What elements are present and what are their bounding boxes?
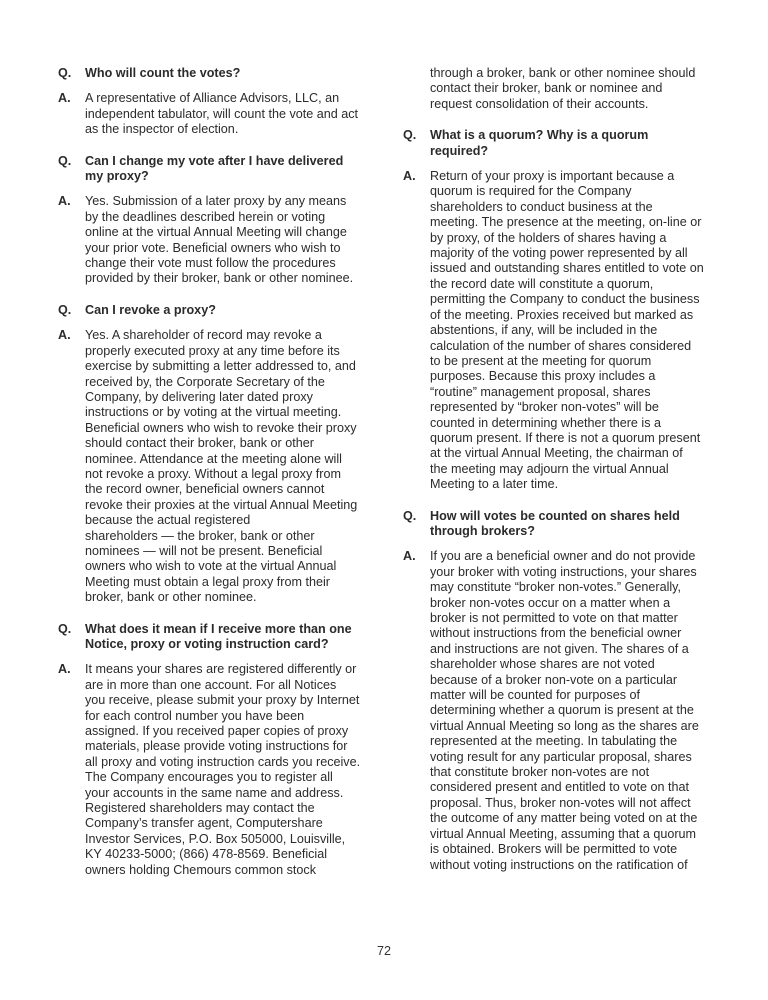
answer bbox=[58, 91, 378, 137]
question-text-line: Notice, proxy or voting instruction card? bbox=[85, 637, 329, 651]
answer bbox=[403, 549, 723, 873]
answer-text-line: calculation of the number of shares considered bbox=[430, 338, 692, 353]
answer-text-line: shareholders to conduct business at the bbox=[430, 199, 653, 214]
answer-text-line: provided by their broker, bank or other nominee. bbox=[85, 271, 354, 286]
question-marker: Q. bbox=[58, 66, 72, 80]
answer-text-line: meeting. The presence at the meeting, on-line or bbox=[430, 215, 702, 230]
answer-text-line: virtual Annual Meeting, assuming that a quorum bbox=[430, 826, 697, 841]
answer-text-line: broker is not permitted to vote on that matter bbox=[430, 611, 678, 625]
answer-text-line: owners who wish to vote at the virtual Annual bbox=[85, 559, 337, 574]
answer-text-line: represented by “broker non-votes” will be bbox=[430, 400, 659, 415]
question bbox=[58, 66, 378, 81]
answer-text-line: It means your shares are registered differently or bbox=[85, 662, 357, 677]
question-marker: Q. bbox=[403, 128, 417, 143]
answer-text-line: If you are a beneficial owner and do not provide bbox=[430, 549, 696, 564]
answer-text-line: abstentions, if any, will be included in the bbox=[430, 323, 658, 338]
left-column bbox=[58, 66, 378, 894]
answer-text-line: not revoke a proxy. Without a legal proxy from bbox=[85, 466, 341, 481]
question-text-line: Can I change my vote after I have delivered bbox=[85, 153, 344, 168]
answer-text-line: voting result for any particular proposal, shares bbox=[430, 749, 692, 764]
answer bbox=[58, 194, 378, 286]
answer-text-line: at the virtual Annual Meeting, the chairman of bbox=[430, 446, 683, 461]
question-text-line: required? bbox=[430, 143, 489, 158]
answer-text-line: Investor Services, P.O. Box 505000, Louisville, bbox=[85, 831, 346, 846]
answer-text-line: without voting instructions on the ratification of bbox=[430, 857, 688, 872]
answer-text-line: request consolidation of their accounts. bbox=[430, 96, 649, 111]
answer-text-line: the meeting may adjourn the virtual Annual bbox=[430, 461, 669, 476]
answer-text-line: is obtained. Brokers will be permitted to vote bbox=[430, 842, 678, 857]
question bbox=[58, 303, 378, 318]
answer-text-line: your broker with voting instructions, your shares bbox=[430, 564, 697, 579]
answer-text-line: counted in determining whether there is a bbox=[430, 415, 662, 430]
answer-text-line: A representative of Alliance Advisors, LLC, an bbox=[85, 91, 340, 106]
answer-text-line: of the meeting. Proxies received but marked as bbox=[430, 307, 694, 322]
answer-text-line: because the actual registered bbox=[85, 513, 251, 528]
answer-text-line: may constitute “broker non-votes.” Generally, bbox=[430, 580, 682, 595]
answer-text-line: Yes. A shareholder of record may revoke a bbox=[85, 328, 322, 343]
answer-text-line: Company, by delivering later dated proxy bbox=[85, 389, 313, 404]
answer-text-line: shareholders — the broker, bank or other bbox=[85, 528, 315, 543]
answer-text-line: properly executed proxy at any time before its bbox=[85, 343, 340, 358]
answer-text-line: materials, please provide voting instructions for bbox=[85, 739, 348, 754]
answer bbox=[58, 662, 378, 878]
answer-text-line: contact their broker, bank or nominee and bbox=[430, 81, 663, 96]
answer-text-line: Beneficial owners who wish to revoke their proxy bbox=[85, 420, 357, 435]
answer-text-line: majority of the voting power represented by all bbox=[430, 246, 688, 261]
question-marker: Q. bbox=[403, 508, 417, 523]
answer-text-line: determining whether a quorum is present at the bbox=[430, 703, 694, 718]
question bbox=[58, 154, 378, 185]
question-marker: Q. bbox=[58, 621, 72, 636]
question-text-line: my proxy? bbox=[85, 169, 149, 184]
answer-text-line: instructions or by voting at the virtual meeting. bbox=[85, 405, 342, 420]
answer-text-line: by proxy, of the holders of shares having a bbox=[430, 230, 667, 245]
answer-text-line: The Company encourages you to register all bbox=[85, 770, 333, 785]
question bbox=[58, 622, 378, 653]
answer-text-line: nominee. Attendance at the meeting alone will bbox=[85, 451, 342, 466]
question-text-line: Who will count the votes? bbox=[85, 66, 241, 80]
question-marker: Q. bbox=[58, 302, 72, 317]
answer-text-line: without instructions from the beneficial owner bbox=[430, 626, 682, 641]
right-column bbox=[403, 66, 723, 889]
answer-text-line: change their vote must follow the procedures bbox=[85, 256, 336, 271]
answer-text-line: Registered shareholders may contact the bbox=[85, 801, 315, 816]
answer bbox=[58, 328, 378, 605]
question bbox=[403, 509, 723, 540]
answer-text-line: through a broker, bank or other nominee should bbox=[430, 66, 696, 80]
answer-text-line: purposes. Because this proxy includes a bbox=[430, 369, 656, 384]
answer-marker: A. bbox=[58, 194, 71, 209]
answer-text-line: the outcome of any matter being voted on at the bbox=[430, 811, 698, 826]
answer-text-line: owners holding Chemours common stock bbox=[85, 862, 316, 877]
answer-text-line: as the inspector of election. bbox=[85, 122, 239, 137]
answer-text-line: assigned. If you received paper copies of proxy bbox=[85, 724, 349, 739]
answer-text-line: all proxy and voting instruction cards you receive. bbox=[85, 754, 361, 769]
question-text-line: How will votes be counted on shares held bbox=[430, 508, 680, 523]
answer-text-line: revoke their proxies at the virtual Annual Meeting bbox=[85, 497, 358, 512]
question-text-line: What does it mean if I receive more than one bbox=[85, 621, 352, 636]
answer-text-line: considered present and entitled to vote on that bbox=[430, 780, 690, 795]
answer-text-line: your prior vote. Beneficial owners who wish to bbox=[85, 240, 341, 255]
answer-marker: A. bbox=[58, 328, 71, 343]
answer-text-line: shareholder whose shares are not voted bbox=[430, 657, 655, 672]
answer-text-line: quorum present. If there is not a quorum present bbox=[430, 430, 701, 445]
answer-text-line: Meeting must obtain a legal proxy from their bbox=[85, 574, 330, 589]
answer-text-line: exercise by submitting a letter addressed to, and bbox=[85, 359, 356, 374]
answer-marker: A. bbox=[403, 169, 416, 184]
answer-text-line: and instructions are not given. The shares of a bbox=[430, 641, 689, 656]
answer-marker: A. bbox=[58, 662, 71, 677]
answer-text-line: virtual Annual Meeting so long as the shares are bbox=[430, 718, 699, 733]
answer-marker: A. bbox=[58, 91, 71, 106]
answer-text-line: quorum is required for the Company bbox=[430, 184, 632, 199]
question-text-line: Can I revoke a proxy? bbox=[85, 302, 216, 317]
answer-text-line: received by, the Corporate Secretary of the bbox=[85, 374, 325, 389]
answer-marker: A. bbox=[403, 549, 416, 564]
answer-text-line: issued and outstanding shares entitled to vote on bbox=[430, 261, 704, 276]
answer-text-line: Meeting to a later time. bbox=[430, 477, 559, 492]
answer-text-line: Return of your proxy is important because a bbox=[430, 169, 675, 184]
answer-text-line: nominees — will not be present. Beneficial bbox=[85, 543, 323, 558]
answer-text-line: because of a broker non-vote on a particular bbox=[430, 672, 678, 687]
answer-text-line: Yes. Submission of a later proxy by any means bbox=[85, 194, 347, 209]
answer-text-line: “routine” management proposal, shares bbox=[430, 384, 651, 399]
answer-text-line: KY 40233-5000; (866) 478-8569. Beneficial bbox=[85, 847, 328, 862]
answer-text-line: by the deadlines described herein or voting bbox=[85, 209, 326, 224]
answer-text-line: independent tabulator, will count the vote and act bbox=[85, 106, 359, 121]
answer-text-line: permitting the Company to conduct the business bbox=[430, 292, 700, 307]
answer-text-line: broker non-votes occur on a matter when a bbox=[430, 595, 671, 610]
page-number: 72 bbox=[376, 944, 391, 958]
continued-answer bbox=[403, 66, 723, 112]
question-text-line: through brokers? bbox=[430, 523, 535, 538]
answer-text-line: should contact their broker, bank or other bbox=[85, 436, 314, 451]
answer-text-line: your accounts in the same name and address. bbox=[85, 785, 344, 800]
answer-text-line: are in more than one account. For all Notices bbox=[85, 677, 337, 692]
question bbox=[403, 128, 723, 159]
question-marker: Q. bbox=[58, 153, 72, 168]
answer-text-line: broker, bank or other nominee. bbox=[85, 590, 257, 605]
answer-text-line: that constitute broker non-votes are not bbox=[430, 765, 650, 780]
answer-text-line: to be present at the meeting for quorum bbox=[430, 353, 652, 368]
answer-text-line: represented at the meeting. In tabulating the bbox=[430, 734, 678, 749]
answer-text-line: the record owner, beneficial owners cannot bbox=[85, 482, 325, 497]
answer-text-line: matter will be counted for purposes of bbox=[430, 688, 641, 703]
answer-text-line: the record date will constitute a quorum, bbox=[430, 276, 654, 291]
answer-text-line: Company’s transfer agent, Computershare bbox=[85, 816, 323, 831]
answer-text-line: proposal. Thus, broker non-votes will not affect bbox=[430, 795, 691, 810]
answer-text-line: for each control number you have been bbox=[85, 708, 305, 723]
answer-text-line: you receive, please submit your proxy by Internet bbox=[85, 693, 360, 708]
answer-text-line: online at the virtual Annual Meeting will change bbox=[85, 225, 347, 240]
question-text-line: What is a quorum? Why is a quorum bbox=[430, 128, 649, 143]
answer bbox=[403, 169, 723, 493]
